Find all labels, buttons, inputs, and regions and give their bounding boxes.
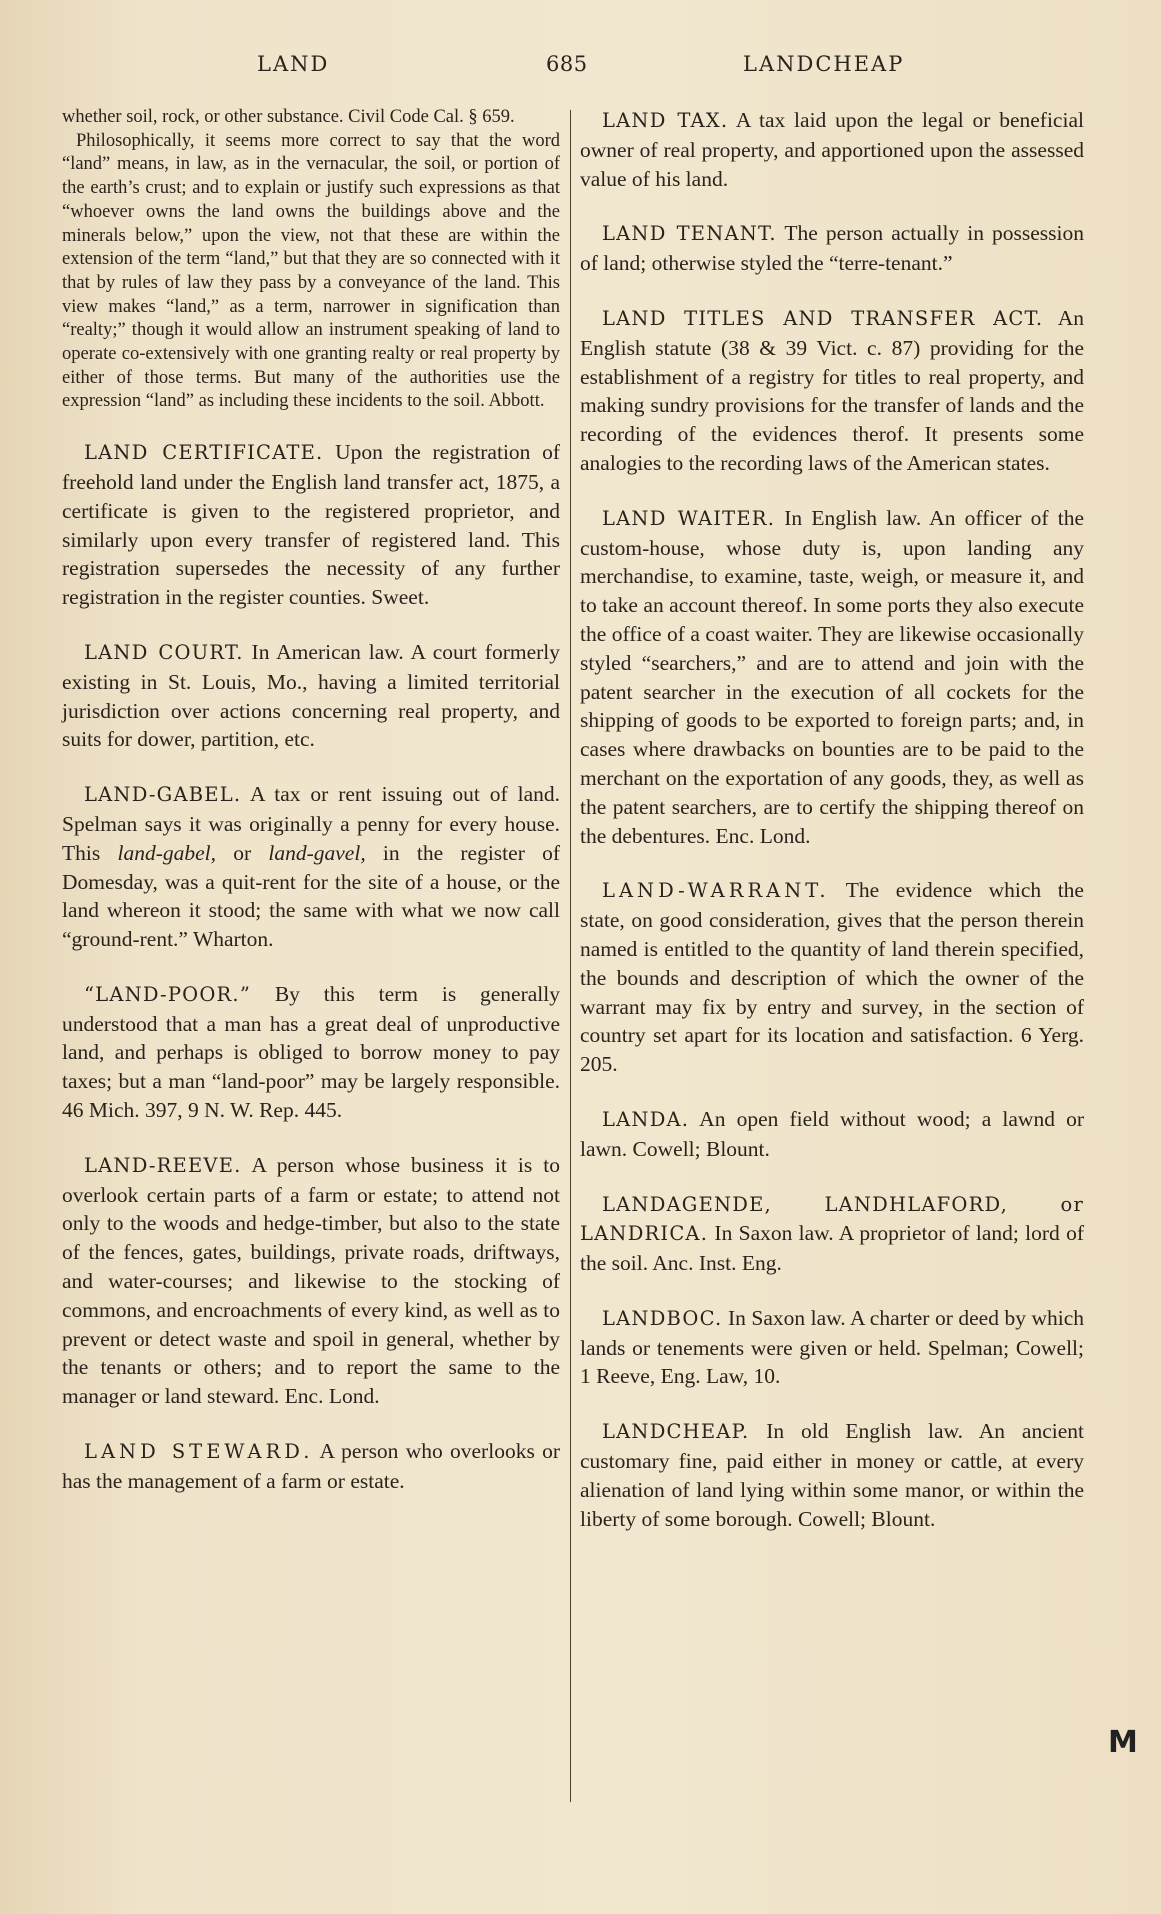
entry-term: LAND-GABEL.	[84, 783, 242, 807]
running-header	[0, 52, 1161, 86]
entry-term: LAND TITLES AND TRANSFER ACT.	[602, 306, 1044, 330]
header-right-guide-word: LANDCHEAP	[743, 52, 905, 76]
entry-term: LANDA.	[602, 1107, 690, 1131]
entry-term: LAND-WARRANT.	[602, 879, 830, 903]
entry-definition: In Saxon law. A proprietor of land; lord of the soil. Anc. Inst. Eng.	[580, 1221, 1085, 1276]
entry-land-titles-act	[580, 304, 1084, 478]
left-column	[62, 106, 560, 1522]
entry-definition: An open field without wood; a lawnd or lawn. Cowell; Blount.	[580, 1106, 1084, 1161]
continued-entry	[62, 106, 560, 414]
entry-term: “LAND-POOR.”	[84, 982, 251, 1006]
entry-land-tax	[580, 106, 1084, 193]
entry-definition: In Saxon law. A charter or deed by which lands or tenements were given or held. Spelman; Cowell; 1 Reeve, Eng. Law, 10.	[580, 1305, 1085, 1389]
column-divider	[570, 110, 571, 1802]
entry-term: LAND WAITER.	[602, 506, 776, 530]
entry-term: LAND STEWARD.	[84, 1440, 314, 1464]
entry-land-certificate	[62, 438, 560, 612]
entry-term: LAND CERTIFICATE.	[84, 441, 324, 465]
entry-landboc	[580, 1304, 1084, 1391]
italic-term: land-gavel,	[268, 840, 366, 865]
entry-land-steward	[62, 1437, 560, 1496]
entry-definition: in the register of Domesday, was a quit-rent for the site of a house, or the land whereon it stood; the same with what we now call “ground-rent.” Wharton.	[62, 840, 560, 952]
entry-definition: A tax laid upon the legal or beneficial owner of real property, and apportioned upon the assessed value of his land.	[580, 108, 1084, 191]
entry-land-warrant	[580, 876, 1084, 1079]
italic-term: land-gabel,	[117, 840, 216, 865]
entry-landagende	[580, 1190, 1084, 1278]
entry-land-court	[62, 638, 560, 754]
entry-definition: In American law. A court formerly existing in St. Louis, Mo., having a limited territorial jurisdiction over actions concerning real property, and suits for dower, partition, etc.	[62, 639, 560, 752]
entry-land-reeve	[62, 1151, 560, 1411]
page-number: 685	[546, 52, 588, 76]
entry-definition: The person actually in possession of land; otherwise styled the “terre-tenant.”	[580, 221, 1084, 276]
entry-term: LAND TENANT.	[602, 222, 777, 246]
entry-term: LAND COURT.	[84, 640, 244, 664]
continued-paragraph: Philosophically, it seems more correct to say that the word “land” means, in law, as in the vernacular, the soil, or portion of the earth’s crust; and to explain or justify such expressions as that “whoever owns the land owns the buildings above and the minerals below,” upon the view, not that these are within the extension of the term “land,” but that they are so connected with it that by rules of law they pass by a conveyance of the land. This view makes “land,” as a term, narrower in signification than “realty;” though it would allow an instrument speaking of land to operate co-extensively with one granting realty or real property by either of those terms. But many of the authorities use the expression “land” as including these incidents to the soil. Abbott.	[62, 130, 560, 412]
entry-term: LANDAGENDE, LANDHLAFORD, or LANDRICA.	[580, 1192, 1084, 1246]
thumb-index-tab: M	[1108, 1725, 1138, 1760]
entry-landa	[580, 1105, 1084, 1164]
entry-definition: or	[216, 840, 269, 865]
entry-definition: The evidence which the state, on good consideration, gives that the person therein named is entitled to the quantity of land therein specified, the bounds and description of which the owner of the warrant may fix by entry and survey, in the section of country set apart for its location and satisfaction. 6 Yerg. 205.	[580, 878, 1084, 1077]
entry-land-waiter	[580, 504, 1084, 851]
entry-definition: In English law. An officer of the custom-house, whose duty is, upon landing any merchandise, to examine, taste, weigh, or measure it, and to take an account thereof. In some ports they also execute the office of a coast waiter. They are likewise occasionally styled “searchers,” and are to attend and join with the patent searcher in the execution of all cockets for the shipping of goods to be exported to foreign parts; and, in cases where drawbacks on bounties are to be paid to the merchant on the exportation of any goods, they, as well as the patent searchers, are to certify the shipping thereof on the debentures. Enc. Lond.	[580, 505, 1085, 848]
entry-definition: An English statute (38 & 39 Vict. c. 87) providing for the establishment of a registry for titles to real property, and making sundry provisions for the transfer of lands and the recording of the evidences therof. It presents some analogies to the recording laws of the American states.	[580, 305, 1084, 475]
entry-land-poor	[62, 980, 560, 1125]
entry-definition: A person who overlooks or has the management of a farm or estate.	[62, 1439, 560, 1493]
entry-land-gabel	[62, 780, 560, 954]
entry-definition: A person whose business it is to overlook certain parts of a farm or estate; to attend not only to the woods and hedge-timber, but also to the state of the fences, gates, buildings, private roads, driftways, and water-courses; and likewise to the stocking of commons, and encroachments of every kind, as well as to prevent or detect waste and spoil in general, whether by the tenants or others; and to report the same to the manager or land steward. Enc. Lond.	[62, 1152, 560, 1409]
continued-paragraph: whether soil, rock, or other substance. Civil Code Cal. § 659.	[62, 107, 515, 127]
entry-term: LAND TAX.	[602, 109, 729, 132]
entry-definition: In old English law. An ancient customary fine, paid either in money or cattle, at every alienation of land lying within some manor, or within the liberty of some borough. Cowell; Blount.	[580, 1419, 1084, 1531]
entry-term: LANDBOC.	[602, 1306, 723, 1330]
entry-definition: By this term is generally understood that a man has a great deal of unproductive land, and perhaps is obliged to borrow money to pay taxes; but a man “land-poor” may be largely responsible. 46 Mich. 397, 9 N. W. Rep. 445.	[62, 981, 560, 1123]
header-left-guide-word: LAND	[257, 52, 330, 76]
entry-term: LAND-REEVE.	[84, 1153, 242, 1177]
entry-term: LANDCHEAP.	[602, 1420, 750, 1444]
entry-definition: A tax or rent issuing out of land. Spelman says it was originally a penny for every house. This	[62, 782, 560, 865]
entry-land-tenant	[580, 219, 1084, 278]
entry-landcheap	[580, 1417, 1084, 1533]
entry-definition: Upon the registration of freehold land under the English land transfer act, 1875, a certificate is given to the registered proprietor, and similarly upon every transfer of registered land. This registration supersedes the necessity of any further registration in the register counties. Sweet.	[62, 440, 560, 610]
right-column	[580, 106, 1084, 1559]
